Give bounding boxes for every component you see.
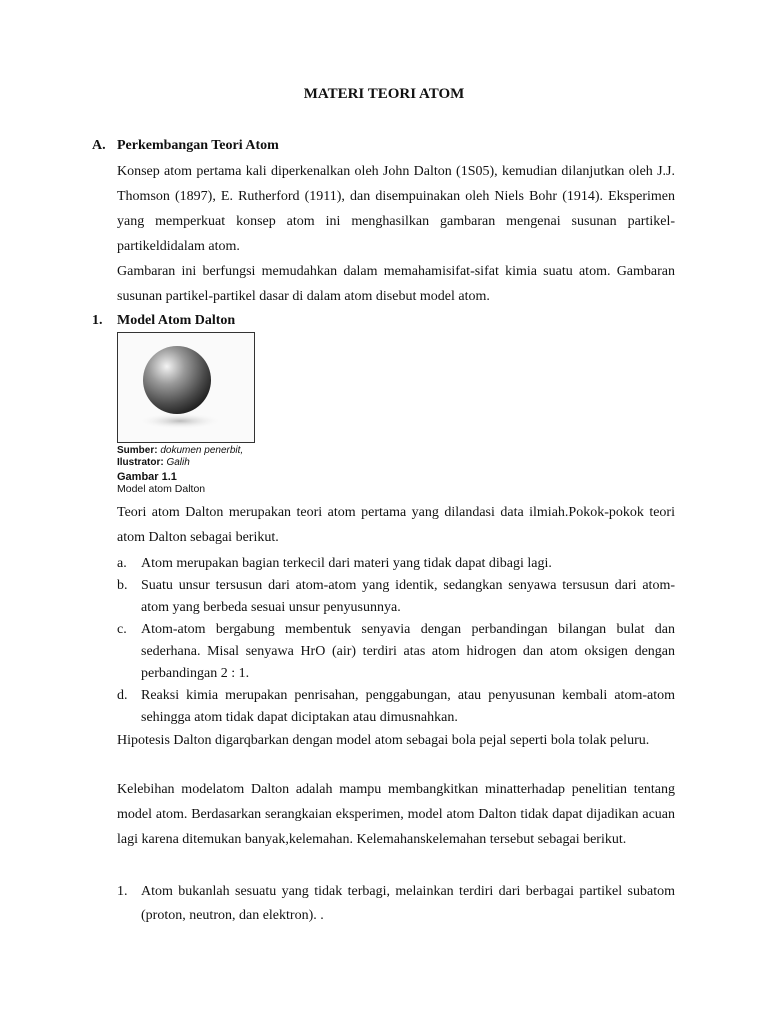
list-text: Atom-atom bergabung membentuk senyavia dengan perbandingan bilangan bulat dan sederhana. Misal senyawa HrO (air) terdiri atas atom hidrogen dan atom oksigen dengan perbandingan 2 : 1. [141, 622, 675, 681]
list-item [117, 553, 675, 575]
dalton-advantages: Kelebihan modelatom Dalton adalah mampu membangkitkan minatterhadap penelitian tentang model atom. Berdasarkan serangkaian eksperimen, model atom Dalton tidak dapat dijadikan acuan lagi karena ditemukan banyak,kelemahan. Kelemahanskelemahan tersebut sebagai berikut. [117, 782, 675, 847]
list-marker: c. [117, 622, 127, 637]
list-item [117, 685, 675, 729]
list-marker: d. [117, 688, 128, 703]
section-a-paragraph-1: Konsep atom pertama kali diperkenalkan oleh John Dalton (1S05), kemudian dilanjutkan oleh J.J. Thomson (1897), E. Rutherford (1911), dan disempuinakan oleh Niels Bohr (1914). Eksperimen yang memperkuat konsep atom ini menghasilkan gambaran mengenai susunan partikel-partikeldidalam atom. [117, 164, 675, 254]
figure-title: Model atom Dalton [117, 483, 206, 495]
figure-caption [117, 445, 277, 495]
list-item [117, 575, 675, 619]
solid-sphere-image [118, 333, 254, 442]
figure-number: Gambar 1.1 [117, 471, 177, 483]
list-marker: 1. [117, 884, 128, 899]
source-value: dokumen penerbit, [160, 445, 244, 456]
list-text: Reaksi kimia merupakan penrisahan, penggabungan, atau penyusunan kembali atom-atom sehingga atom tidak dapat diciptakan atau dimusnahkan. [141, 688, 675, 725]
list-item [117, 880, 675, 928]
dalton-points-list [117, 553, 675, 729]
section-a-title: Perkembangan Teori Atom [117, 138, 279, 153]
illustrator-label: Ilustrator: [117, 457, 164, 468]
section-1-marker: 1. [92, 313, 103, 328]
section-a-marker: A. [92, 138, 106, 153]
page-title: MATERI TEORI ATOM [303, 86, 465, 102]
section-a-paragraph-2: Gambaran ini berfungsi memudahkan dalam memahamisifat-sifat kimia suatu atom. Gambaran susunan partikel-partikel dasar di dalam atom disebut model atom. [117, 264, 675, 304]
list-marker: b. [117, 578, 128, 593]
dalton-hypothesis: Hipotesis Dalton digarqbarkan dengan model atom sebagai bola pejal seperti bola tolak peluru. [117, 733, 650, 748]
dalton-intro: Teori atom Dalton merupakan teori atom pertama yang dilandasi data ilmiah.Pokok-pokok teori atom Dalton sebagai berikut. [117, 505, 675, 545]
list-marker: a. [117, 556, 127, 571]
list-text: Atom bukanlah sesuatu yang tidak terbagi, melainkan terdiri dari berbagai partikel subatom (proton, neutron, dan elektron). . [141, 884, 675, 923]
dalton-weaknesses-list [117, 880, 675, 928]
list-text: Atom merupakan bagian terkecil dari materi yang tidak dapat dibagi lagi. [141, 556, 552, 571]
dalton-atom-figure [117, 332, 255, 443]
section-1-title: Model Atom Dalton [117, 313, 236, 328]
list-text: Suatu unsur tersusun dari atom-atom yang identik, sedangkan senyawa tersusun dari atom-atom yang berbeda sesuai unsur penyusunnya. [141, 578, 675, 615]
illustrator-value: Galih [166, 457, 190, 468]
list-item [117, 619, 675, 685]
source-label: Sumber: [117, 445, 158, 456]
